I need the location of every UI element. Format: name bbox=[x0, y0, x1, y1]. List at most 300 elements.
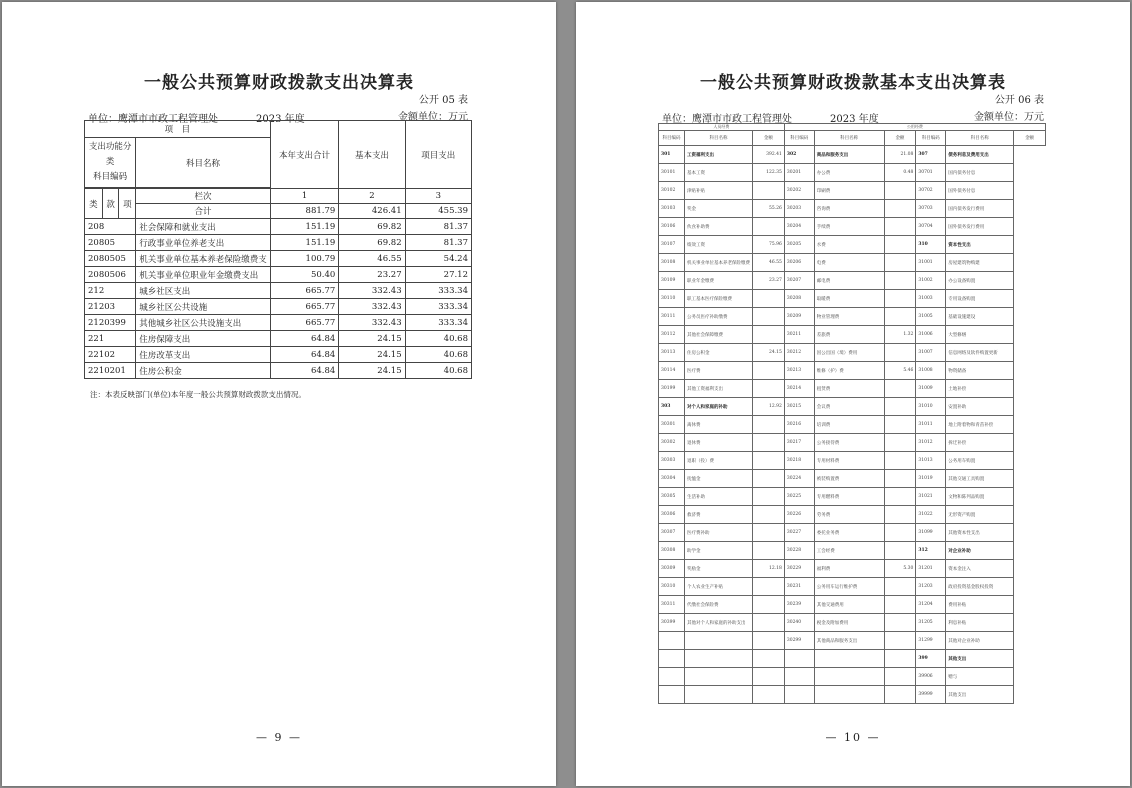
cell-amount bbox=[884, 200, 916, 218]
cell-total: 665.77 bbox=[270, 299, 338, 315]
table-row bbox=[659, 614, 1046, 632]
cell-code: 30227 bbox=[784, 524, 814, 542]
cell-code: 31013 bbox=[916, 452, 946, 470]
cell-name: 手续费 bbox=[814, 218, 884, 236]
cell-amount bbox=[884, 398, 916, 416]
header-kuan: 款 bbox=[102, 189, 119, 219]
cell-amount bbox=[884, 632, 916, 650]
table-row bbox=[85, 315, 472, 331]
cell-code: 30307 bbox=[659, 524, 685, 542]
table-row bbox=[659, 326, 1046, 344]
cell-code: 30109 bbox=[659, 272, 685, 290]
cell-code: 30102 bbox=[659, 182, 685, 200]
cell-basic: 24.15 bbox=[339, 331, 405, 347]
cell-amount bbox=[884, 218, 916, 236]
cell-name: 资本性支出 bbox=[946, 236, 1014, 254]
cell-code: 31008 bbox=[916, 362, 946, 380]
cell-code: 2120399 bbox=[85, 315, 136, 331]
cell-name: 文物和陈列品购置 bbox=[946, 488, 1014, 506]
table-row bbox=[659, 164, 1046, 182]
cell-code: 31001 bbox=[916, 254, 946, 272]
table-row bbox=[659, 524, 1046, 542]
cell-basic: 46.55 bbox=[339, 251, 405, 267]
cell-name bbox=[684, 668, 752, 686]
cell-code: 30203 bbox=[784, 200, 814, 218]
table-row bbox=[659, 146, 1046, 164]
cell-name: 赠与 bbox=[946, 668, 1014, 686]
cell-code: 30239 bbox=[784, 596, 814, 614]
cell-total: 64.84 bbox=[270, 363, 338, 379]
cell-code: 30703 bbox=[916, 200, 946, 218]
cell-amount: 5.46 bbox=[884, 362, 916, 380]
table-row bbox=[85, 267, 472, 283]
cell-name: 其他商品和服务支出 bbox=[814, 632, 884, 650]
cell-amount bbox=[752, 362, 784, 380]
cell-code: 31203 bbox=[916, 578, 946, 596]
cell-project: 81.37 bbox=[405, 219, 471, 235]
cell-amount bbox=[884, 416, 916, 434]
cell-name: 国内债务发行费用 bbox=[946, 200, 1014, 218]
cell-amount bbox=[884, 272, 916, 290]
right-title: 一般公共预算财政拨款基本支出决算表 bbox=[700, 73, 1006, 93]
cell-code: 221 bbox=[85, 331, 136, 347]
cell-code: 31007 bbox=[916, 344, 946, 362]
cell-name: 专用设备购置 bbox=[946, 290, 1014, 308]
cell-code: 30310 bbox=[659, 578, 685, 596]
header-func-code: 支出功能分类 科目编码 bbox=[85, 138, 136, 188]
cell-code: 30399 bbox=[659, 614, 685, 632]
cell-project: 333.34 bbox=[405, 315, 471, 331]
cell-code: 30113 bbox=[659, 344, 685, 362]
cell-name: 机关事业单位职业年金缴费支出 bbox=[136, 267, 271, 283]
col-name-1: 科目名称 bbox=[684, 131, 752, 146]
cell-name: 公务用车运行维护费 bbox=[814, 578, 884, 596]
cell-code: 399 bbox=[916, 650, 946, 668]
cell-total: 151.19 bbox=[270, 219, 338, 235]
cell-code: 30231 bbox=[784, 578, 814, 596]
cell-amount bbox=[884, 578, 916, 596]
cell-code: 30228 bbox=[784, 542, 814, 560]
cell-code: 30309 bbox=[659, 560, 685, 578]
sum-label: 合计 bbox=[136, 204, 271, 219]
cell-code: 30106 bbox=[659, 218, 685, 236]
cell-basic: 69.82 bbox=[339, 219, 405, 235]
cell-name: 专用燃料费 bbox=[814, 488, 884, 506]
cell-basic: 24.15 bbox=[339, 347, 405, 363]
cell-amount: 392.41 bbox=[752, 146, 784, 164]
table-row bbox=[659, 290, 1046, 308]
cell-amount bbox=[752, 524, 784, 542]
cell-code: 30207 bbox=[784, 272, 814, 290]
cell-name: 基本工资 bbox=[684, 164, 752, 182]
cell-code: 30213 bbox=[784, 362, 814, 380]
header-xiang: 项 bbox=[119, 189, 136, 219]
group-public: 公用经费 bbox=[784, 124, 1045, 131]
cell-name: 大型修缮 bbox=[946, 326, 1014, 344]
col-name-2: 科目名称 bbox=[814, 131, 884, 146]
cell-name: 对企业补助 bbox=[946, 542, 1014, 560]
cell-name: 其他支出 bbox=[946, 650, 1014, 668]
cell-name: 办公费 bbox=[814, 164, 884, 182]
cell-name: 抚恤金 bbox=[684, 470, 752, 488]
cell-name: 城乡社区公共设施 bbox=[136, 299, 271, 315]
table-row bbox=[659, 578, 1046, 596]
table-row bbox=[659, 560, 1046, 578]
cell-code: 30112 bbox=[659, 326, 685, 344]
cell-name: 伙食补助费 bbox=[684, 218, 752, 236]
cell-name: 维修（护）费 bbox=[814, 362, 884, 380]
cell-amount bbox=[884, 308, 916, 326]
right-table bbox=[658, 123, 1046, 704]
cell-amount bbox=[884, 524, 916, 542]
cell-name: 费用补贴 bbox=[946, 596, 1014, 614]
cell-amount bbox=[752, 308, 784, 326]
cell-amount bbox=[752, 686, 784, 704]
cell-name: 咨询费 bbox=[814, 200, 884, 218]
table-row bbox=[85, 251, 472, 267]
cell-name: 住房改革支出 bbox=[136, 347, 271, 363]
page-right bbox=[576, 2, 1130, 786]
cell-amount bbox=[884, 686, 916, 704]
cell-amount bbox=[752, 488, 784, 506]
cell-code: 310 bbox=[916, 236, 946, 254]
cell-code: 303 bbox=[659, 398, 685, 416]
cell-code: 39906 bbox=[916, 668, 946, 686]
table-row bbox=[659, 506, 1046, 524]
sum-total: 881.79 bbox=[270, 204, 338, 219]
cell-name: 救济费 bbox=[684, 506, 752, 524]
cell-amount bbox=[884, 452, 916, 470]
cell-amount bbox=[752, 326, 784, 344]
column-1: 1 bbox=[270, 189, 338, 204]
cell-project: 54.24 bbox=[405, 251, 471, 267]
cell-code: 31010 bbox=[916, 398, 946, 416]
cell-name: 取暖费 bbox=[814, 290, 884, 308]
cell-total: 50.40 bbox=[270, 267, 338, 283]
cell-amount bbox=[884, 668, 916, 686]
cell-name bbox=[814, 650, 884, 668]
cell-code: 30108 bbox=[659, 254, 685, 272]
column-3: 3 bbox=[405, 189, 471, 204]
cell-basic: 332.43 bbox=[339, 315, 405, 331]
cell-basic: 332.43 bbox=[339, 283, 405, 299]
table-row bbox=[659, 344, 1046, 362]
cell-amount bbox=[752, 218, 784, 236]
cell-code: 31099 bbox=[916, 524, 946, 542]
table-row bbox=[85, 331, 472, 347]
cell-name: 无形资产购置 bbox=[946, 506, 1014, 524]
cell-name: 其他交通工具购置 bbox=[946, 470, 1014, 488]
cell-name: 生活补助 bbox=[684, 488, 752, 506]
cell-code: 30240 bbox=[784, 614, 814, 632]
cell-code: 30212 bbox=[784, 344, 814, 362]
right-year: 2023 年度 bbox=[830, 114, 879, 125]
cell-name: 差旅费 bbox=[814, 326, 884, 344]
cell-amount bbox=[752, 434, 784, 452]
cell-name: 国内债务付息 bbox=[946, 164, 1014, 182]
cell-code: 30303 bbox=[659, 452, 685, 470]
table-row bbox=[659, 254, 1046, 272]
cell-project: 40.68 bbox=[405, 347, 471, 363]
sum-project: 455.39 bbox=[405, 204, 471, 219]
cell-code: 30208 bbox=[784, 290, 814, 308]
cell-code: 30204 bbox=[784, 218, 814, 236]
cell-name: 公务员医疗补助缴费 bbox=[684, 308, 752, 326]
cell-code: 2080506 bbox=[85, 267, 136, 283]
table-row bbox=[659, 362, 1046, 380]
cell-amount bbox=[884, 614, 916, 632]
cell-amount bbox=[752, 578, 784, 596]
cell-amount: 5.30 bbox=[884, 560, 916, 578]
cell-name bbox=[684, 650, 752, 668]
cell-amount bbox=[884, 290, 916, 308]
cell-basic: 332.43 bbox=[339, 299, 405, 315]
sum-basic: 426.41 bbox=[339, 204, 405, 219]
cell-name: 利息补贴 bbox=[946, 614, 1014, 632]
cell-name: 因公出国（境）费用 bbox=[814, 344, 884, 362]
cell-amount bbox=[884, 650, 916, 668]
cell-code: 30701 bbox=[916, 164, 946, 182]
cell-code: 31019 bbox=[916, 470, 946, 488]
cell-name: 土地补偿 bbox=[946, 380, 1014, 398]
cell-name: 公务接待费 bbox=[814, 434, 884, 452]
header-total: 本年支出合计 bbox=[270, 121, 338, 189]
cell-amount: 23.27 bbox=[752, 272, 784, 290]
cell-code bbox=[659, 650, 685, 668]
cell-amount bbox=[884, 470, 916, 488]
header-item: 项 目 bbox=[85, 121, 271, 138]
cell-name: 国外债务发行费用 bbox=[946, 218, 1014, 236]
cell-basic: 69.82 bbox=[339, 235, 405, 251]
right-page-number: — 10 — bbox=[825, 731, 881, 744]
cell-code: 31022 bbox=[916, 506, 946, 524]
cell-name: 其他支出 bbox=[946, 686, 1014, 704]
cell-name: 工资福利支出 bbox=[684, 146, 752, 164]
cell-code: 31204 bbox=[916, 596, 946, 614]
cell-code bbox=[659, 668, 685, 686]
cell-amount bbox=[752, 416, 784, 434]
cell-name: 劳务费 bbox=[814, 506, 884, 524]
cell-name: 其他交通费用 bbox=[814, 596, 884, 614]
table-row bbox=[659, 182, 1046, 200]
table-row bbox=[85, 219, 472, 235]
cell-basic: 24.15 bbox=[339, 363, 405, 379]
cell-code: 30225 bbox=[784, 488, 814, 506]
cell-code bbox=[784, 650, 814, 668]
cell-code: 302 bbox=[784, 146, 814, 164]
cell-name: 奖励金 bbox=[684, 560, 752, 578]
header-basic: 基本支出 bbox=[339, 121, 405, 189]
table-row bbox=[85, 363, 472, 379]
cell-code: 31011 bbox=[916, 416, 946, 434]
cell-code: 30704 bbox=[916, 218, 946, 236]
cell-code: 30110 bbox=[659, 290, 685, 308]
cell-amount: 1.32 bbox=[884, 326, 916, 344]
cell-code: 30111 bbox=[659, 308, 685, 326]
cell-name: 商品和服务支出 bbox=[814, 146, 884, 164]
cell-code: 30226 bbox=[784, 506, 814, 524]
table-row bbox=[659, 470, 1046, 488]
table-row bbox=[659, 236, 1046, 254]
cell-code: 208 bbox=[85, 219, 136, 235]
cell-amount bbox=[884, 254, 916, 272]
cell-amount bbox=[884, 182, 916, 200]
cell-code: 31002 bbox=[916, 272, 946, 290]
cell-code: 30199 bbox=[659, 380, 685, 398]
cell-name: 离休费 bbox=[684, 416, 752, 434]
page-left bbox=[2, 2, 556, 786]
cell-code: 2210201 bbox=[85, 363, 136, 379]
table-row bbox=[659, 416, 1046, 434]
table-row bbox=[659, 668, 1046, 686]
cell-amount bbox=[884, 380, 916, 398]
cell-name: 对个人和家庭的补助 bbox=[684, 398, 752, 416]
cell-name: 资本金注入 bbox=[946, 560, 1014, 578]
cell-amount bbox=[884, 488, 916, 506]
col-amount-2: 金额 bbox=[884, 131, 916, 146]
cell-amount bbox=[752, 668, 784, 686]
cell-name: 国外债务付息 bbox=[946, 182, 1014, 200]
right-amount-unit: 金额单位：万元 bbox=[974, 112, 1044, 123]
cell-code: 30306 bbox=[659, 506, 685, 524]
cell-name: 工会经费 bbox=[814, 542, 884, 560]
cell-name: 安置补助 bbox=[946, 398, 1014, 416]
cell-name: 债务利息及费用支出 bbox=[946, 146, 1014, 164]
left-table-code: 公开 05 表 bbox=[418, 95, 468, 106]
cell-code: 30302 bbox=[659, 434, 685, 452]
cell-project: 40.68 bbox=[405, 363, 471, 379]
table-row bbox=[659, 380, 1046, 398]
cell-name: 奖金 bbox=[684, 200, 752, 218]
cell-code: 30215 bbox=[784, 398, 814, 416]
cell-amount bbox=[752, 470, 784, 488]
table-row bbox=[85, 347, 472, 363]
cell-name: 基础设施建设 bbox=[946, 308, 1014, 326]
cell-amount bbox=[884, 506, 916, 524]
cell-amount: 12.18 bbox=[752, 560, 784, 578]
cell-amount bbox=[752, 650, 784, 668]
left-page-number: — 9 — bbox=[256, 731, 302, 744]
cell-name: 会议费 bbox=[814, 398, 884, 416]
cell-code: 30206 bbox=[784, 254, 814, 272]
cell-amount bbox=[884, 236, 916, 254]
cell-name: 其他对企业补助 bbox=[946, 632, 1014, 650]
cell-basic: 23.27 bbox=[339, 267, 405, 283]
cell-code: 30101 bbox=[659, 164, 685, 182]
cell-amount: 12.92 bbox=[752, 398, 784, 416]
cell-name: 其他工资福利支出 bbox=[684, 380, 752, 398]
table-row bbox=[659, 398, 1046, 416]
cell-amount bbox=[884, 542, 916, 560]
cell-name: 医疗费补助 bbox=[684, 524, 752, 542]
right-table-code: 公开 06 表 bbox=[994, 95, 1044, 106]
col-amount-1: 金额 bbox=[752, 131, 784, 146]
cell-code: 30702 bbox=[916, 182, 946, 200]
cell-code: 31003 bbox=[916, 290, 946, 308]
cell-name bbox=[684, 632, 752, 650]
column-2: 2 bbox=[339, 189, 405, 204]
table-row bbox=[659, 632, 1046, 650]
cell-name: 其他社会保障缴费 bbox=[684, 326, 752, 344]
cell-code: 31299 bbox=[916, 632, 946, 650]
cell-code: 2080505 bbox=[85, 251, 136, 267]
cell-name: 被装购置费 bbox=[814, 470, 884, 488]
cell-project: 81.37 bbox=[405, 235, 471, 251]
cell-code: 30209 bbox=[784, 308, 814, 326]
cell-name: 个人农业生产补贴 bbox=[684, 578, 752, 596]
cell-name: 公务用车购置 bbox=[946, 452, 1014, 470]
cell-code: 30224 bbox=[784, 470, 814, 488]
cell-code: 30301 bbox=[659, 416, 685, 434]
left-unit: 单位：鹰潭市市政工程管理处 bbox=[88, 114, 218, 125]
left-year: 2023 年度 bbox=[256, 114, 305, 125]
cell-name: 地上附着物和青苗补偿 bbox=[946, 416, 1014, 434]
cell-name: 绩效工资 bbox=[684, 236, 752, 254]
cell-name: 行政事业单位养老支出 bbox=[136, 235, 271, 251]
cell-code bbox=[659, 686, 685, 704]
cell-code: 39999 bbox=[916, 686, 946, 704]
header-project: 项目支出 bbox=[405, 121, 471, 189]
cell-name: 助学金 bbox=[684, 542, 752, 560]
cell-code: 30201 bbox=[784, 164, 814, 182]
cell-amount: 0.48 bbox=[884, 164, 916, 182]
cell-amount: 24.15 bbox=[752, 344, 784, 362]
cell-amount bbox=[752, 596, 784, 614]
table-row bbox=[659, 488, 1046, 506]
table-row bbox=[659, 218, 1046, 236]
cell-amount: 55.26 bbox=[752, 200, 784, 218]
cell-code: 31021 bbox=[916, 488, 946, 506]
cell-code: 31006 bbox=[916, 326, 946, 344]
cell-name: 医疗费 bbox=[684, 362, 752, 380]
cell-name: 社会保障和就业支出 bbox=[136, 219, 271, 235]
cell-name: 城乡社区支出 bbox=[136, 283, 271, 299]
col-code-3: 科目编码 bbox=[916, 131, 946, 146]
cell-name: 印刷费 bbox=[814, 182, 884, 200]
cell-code: 31205 bbox=[916, 614, 946, 632]
cell-name: 其他对个人和家庭的补助支出 bbox=[684, 614, 752, 632]
cell-name: 代缴社会保险费 bbox=[684, 596, 752, 614]
cell-total: 64.84 bbox=[270, 331, 338, 347]
cell-code: 30229 bbox=[784, 560, 814, 578]
cell-amount bbox=[752, 542, 784, 560]
cell-code: 307 bbox=[916, 146, 946, 164]
cell-total: 64.84 bbox=[270, 347, 338, 363]
cell-project: 40.68 bbox=[405, 331, 471, 347]
cell-name: 电费 bbox=[814, 254, 884, 272]
cell-code: 30218 bbox=[784, 452, 814, 470]
cell-amount: 46.55 bbox=[752, 254, 784, 272]
cell-name bbox=[814, 686, 884, 704]
cell-code: 30216 bbox=[784, 416, 814, 434]
cell-code bbox=[784, 686, 814, 704]
cell-name: 津贴补贴 bbox=[684, 182, 752, 200]
cell-name bbox=[684, 686, 752, 704]
col-name-3: 科目名称 bbox=[946, 131, 1014, 146]
cell-amount: 21.08 bbox=[884, 146, 916, 164]
cell-name: 其他城乡社区公共设施支出 bbox=[136, 315, 271, 331]
table-row bbox=[85, 235, 472, 251]
cell-name: 职业年金缴费 bbox=[684, 272, 752, 290]
cell-code: 30214 bbox=[784, 380, 814, 398]
cell-amount bbox=[884, 344, 916, 362]
cell-project: 333.34 bbox=[405, 283, 471, 299]
header-lei: 类 bbox=[85, 189, 103, 219]
table-row bbox=[85, 283, 472, 299]
cell-name: 其他资本性支出 bbox=[946, 524, 1014, 542]
table-row bbox=[659, 272, 1046, 290]
cell-code: 30308 bbox=[659, 542, 685, 560]
